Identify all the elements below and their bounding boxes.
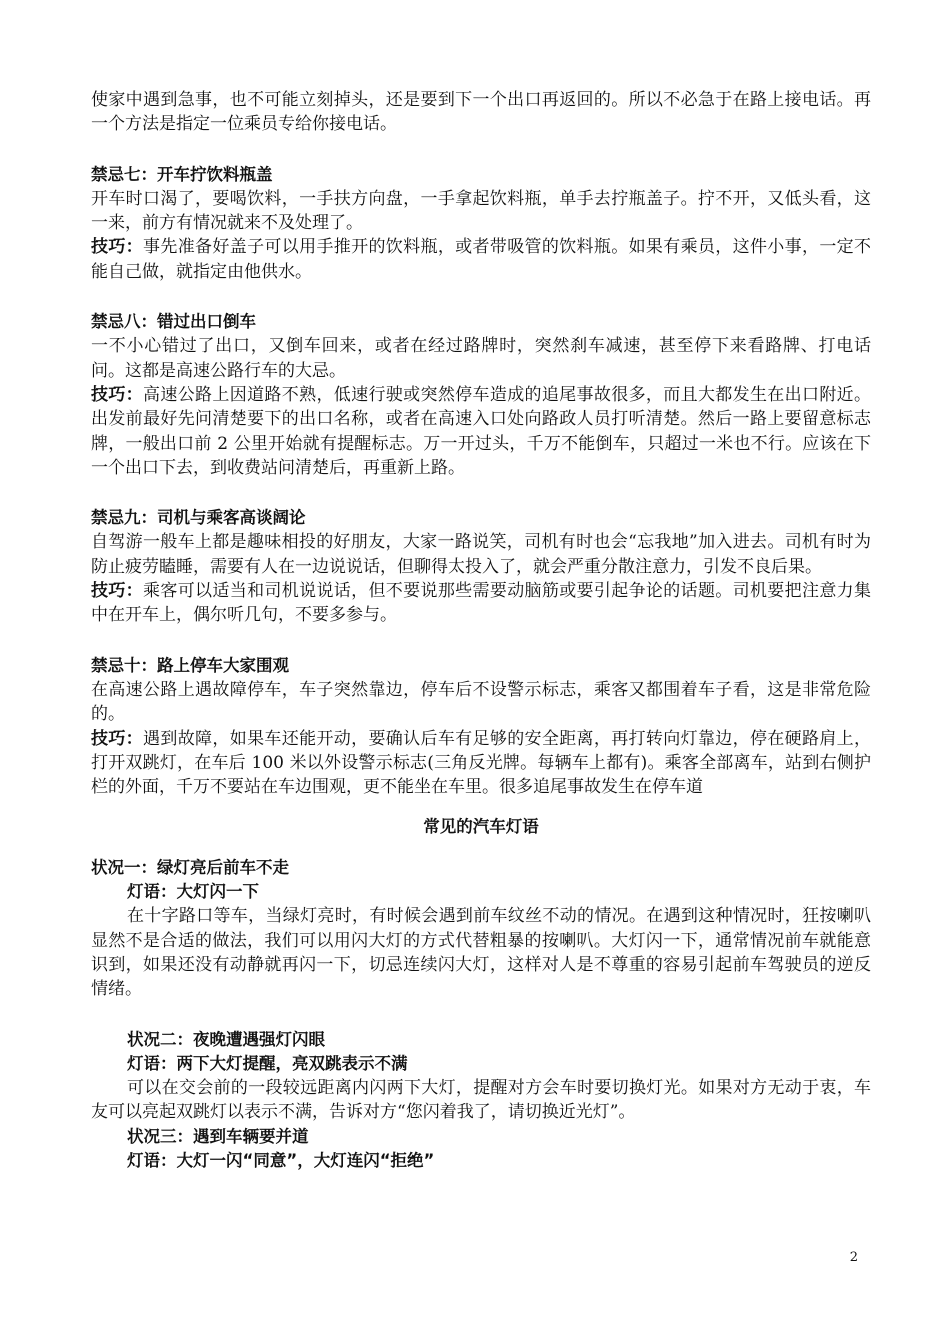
section-8-body: 一不小心错过了出口，又倒车回来，或者在经过路牌时，突然刹车减速，甚至停下来看路牌、打电话问。这都是高速公路行车的大忌。 xyxy=(91,336,871,381)
case-2-title: 状况二：夜晚遭遇强灯闪眼 xyxy=(127,1029,325,1049)
case-1-subtitle: 灯语：大灯闪一下 xyxy=(127,882,259,902)
section-8-tip xyxy=(91,383,871,480)
section-9-title: 禁忌九：司机与乘客高谈阔论 xyxy=(91,508,306,528)
intro-paragraph: 使家中遇到急事，也不可能立刻掉头，还是要到下一个出口再返回的。所以不必急于在路上接电话。再一个方法是指定一位乘员专给你接电话。 xyxy=(91,90,871,135)
section-8-title: 禁忌八：错过出口倒车 xyxy=(91,312,256,332)
light-language-heading: 常见的汽车灯语 xyxy=(423,817,539,837)
section-10-body: 在高速公路上遇故障停车，车子突然靠边，停车后不设警示标志，乘客又都围着车子看，这是非常危险的。 xyxy=(91,679,871,725)
document-page xyxy=(91,88,871,1173)
section-9-body: 自驾游一般车上都是趣味相投的好朋友，大家一路说笑，司机有时也会“忘我地”加入进去。司机有时为防止疲劳瞌睡，需要有人在一边说说话，但聊得太投入了，就会严重分散注意力，引发不良后果。 xyxy=(91,532,871,577)
section-7-body: 开车时口渴了，要喝饮料，一手扶方向盘，一手拿起饮料瓶，单手去拧瓶盖子。拧不开，又低头看，这一来，前方有情况就来不及处理了。 xyxy=(91,188,871,234)
tip-text: 事先准备好盖子可以用手推开的饮料瓶，或者带吸管的饮料瓶。如果有乘员，这件小事，一定不能自己做，就指定由他供水。 xyxy=(91,237,872,282)
section-9-tip xyxy=(91,579,871,628)
case-3-subtitle: 灯语：大灯一闪“同意”，大灯连闪“拒绝” xyxy=(127,1150,435,1170)
case-1-body: 在十字路口等车，当绿灯亮时，有时候会遇到前车纹丝不动的情况。在遇到这种情况时，狂按喇叭显然不是合适的做法，我们可以用闪大灯的方式代替粗暴的按喇叭。大灯闪一下，通常情况前车就能意识到，如果还没有动静就再闪一下，切忌连续闪大灯，这样对人是不尊重的容易引起前车驾驶员的逆反情绪。 xyxy=(91,906,871,1000)
section-10-title: 禁忌十：路上停车大家围观 xyxy=(91,655,289,675)
page-number: 2 xyxy=(849,1250,858,1265)
tip-label: 技巧： xyxy=(91,384,144,405)
tip-text: 高速公路上因道路不熟，低速行驶或突然停车造成的追尾事故很多，而且大都发生在出口附近。出发前最好先问清楚要下的出口名称，或者在高速入口处向路政人员打听清楚。然后一路上要留意标志牌，一般出口前 2 公里开始就有提醒标志。万一开过头，千万不能倒车，只超过一米也不行。应该在下一个出口下去，到收费站问清楚后，再重新上路。 xyxy=(91,384,872,478)
case-2-subtitle: 灯语：两下大灯提醒，亮双跳表示不满 xyxy=(127,1053,408,1073)
case-1-title: 状况一：绿灯亮后前车不走 xyxy=(91,857,289,877)
tip-label: 技巧： xyxy=(91,581,144,602)
section-7-title: 禁忌七：开车拧饮料瓶盖 xyxy=(91,164,273,184)
tip-label: 技巧： xyxy=(91,728,144,749)
tip-label: 技巧： xyxy=(91,237,144,258)
case-3-title: 状况三：遇到车辆要并道 xyxy=(127,1126,309,1146)
tip-text: 乘客可以适当和司机说说话，但不要说那些需要动脑筋或要引起争论的话题。司机要把注意力集中在开车上，偶尔听几句，不要多参与。 xyxy=(91,581,872,626)
tip-text: 遇到故障，如果车还能开动，要确认后车有足够的安全距离，再打转向灯靠边，停在硬路肩上，打开双跳灯，在车后 100 米以外设警示标志(三角反光牌。每辆车上都有)。乘客全部离车，站到右侧护栏的外面，千万不要站在车边围观，更不能坐在车里。很多追尾事故发生在停车道 xyxy=(91,728,872,798)
section-7-tip xyxy=(91,235,871,284)
section-10-tip xyxy=(91,727,871,800)
case-2-body: 可以在交会前的一段较远距离内闪两下大灯，提醒对方会车时要切换灯光。如果对方无动于衷，车友可以亮起双跳灯以表示不满，告诉对方“您闪着我了，请切换近光灯”。 xyxy=(91,1078,871,1123)
